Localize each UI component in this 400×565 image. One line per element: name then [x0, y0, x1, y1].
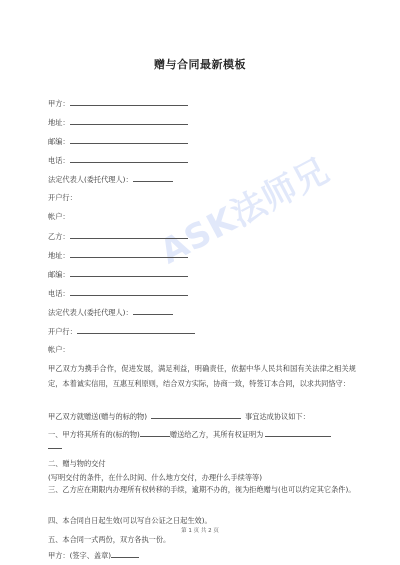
bank-b-blank — [77, 326, 195, 334]
party-a-label: 甲方： — [48, 99, 70, 108]
clause-1-subject-blank — [140, 429, 170, 437]
clause-4-line — [48, 516, 212, 525]
page-footer: 第 1 页 共 2 页 — [181, 528, 219, 534]
address-a-blank — [70, 117, 188, 125]
postcode-a-line — [48, 136, 188, 146]
sign-a-label: 甲方：(签字、盖章) — [48, 551, 112, 560]
postcode-b-label: 邮编： — [48, 270, 70, 279]
account-a-label: 帐户： — [48, 212, 70, 221]
phone-b-blank — [70, 288, 188, 296]
address-b-label: 地址： — [48, 251, 70, 260]
phone-b-label: 电话： — [48, 289, 70, 298]
address-a-label: 地址： — [48, 118, 70, 127]
clause-1-text-b: 赠送给乙方，其所有权证明为 — [169, 430, 264, 439]
clause-1-proof-blank — [265, 429, 331, 437]
clause-2-text: 二、赠与物的交付 — [48, 459, 106, 468]
phone-b-line — [48, 288, 188, 298]
phone-a-line — [48, 155, 188, 165]
address-b-line — [48, 250, 188, 260]
rep-a-blank — [133, 174, 173, 182]
gift-clause-text-a: 甲乙双方就赠送(赠与的标的物) — [48, 412, 148, 421]
sign-a-line — [48, 550, 139, 560]
clause-1-continuation-blank — [48, 441, 62, 449]
clause-1-continuation — [48, 441, 62, 451]
address-a-line — [48, 117, 188, 127]
party-a-blank — [70, 98, 188, 106]
rep-b-line — [48, 307, 173, 317]
account-a-line — [48, 212, 70, 221]
party-b-blank — [70, 231, 188, 239]
clause-2-note-line — [48, 473, 262, 482]
party-b-line — [48, 231, 188, 241]
clause-2-line — [48, 459, 106, 468]
bank-b-line — [48, 326, 195, 336]
address-b-blank — [70, 250, 188, 258]
clause-1-text-a: 一、甲方将其所有的(标的物) — [48, 430, 140, 439]
postcode-a-blank — [70, 136, 188, 144]
clause-2-note: (写明交付的条件，在什么时间、什么地方交付，办理什么手续等等) — [48, 473, 263, 482]
sign-a-blank — [111, 550, 139, 558]
intro-paragraph: 甲乙双方为携手合作，促进发展，满足利益，明确责任，依据中华人民共和国有关法律之相关规定，本着诚实信用，互惠互利原则，结合双方实际，协商一致，特签订本合同，以求共同恪守： — [48, 364, 356, 388]
postcode-a-label: 邮编： — [48, 137, 70, 146]
bank-b-label: 开户行： — [48, 327, 77, 336]
rep-a-label: 法定代表人(委托代理人)： — [48, 175, 133, 184]
bank-a-line — [48, 193, 77, 202]
clause-3-paragraph: 三、乙方应在期限内办理所有权转移的手续，逾期不办的，视为拒绝赠与(也可以约定其它条件)。 — [48, 485, 356, 494]
party-b-label: 乙方： — [48, 232, 70, 241]
gift-subject-blank — [151, 411, 241, 419]
party-a-line — [48, 98, 188, 108]
rep-b-label: 法定代表人(委托代理人)： — [48, 308, 133, 317]
clause-5-text: 五、本合同一式两份，双方各执一份。 — [48, 535, 171, 544]
gift-clause-text-b: 事宜达成协议如下： — [245, 412, 310, 421]
postcode-b-blank — [70, 269, 188, 277]
clause-5-line — [48, 535, 170, 544]
phone-a-blank — [70, 155, 188, 163]
clause-1-line — [48, 429, 331, 439]
gift-clause-line — [48, 411, 310, 421]
postcode-b-line — [48, 269, 188, 279]
account-b-label: 帐户： — [48, 345, 70, 354]
clause-4-text: 四、本合同自日起生效(可以写自公证之日起生效)。 — [48, 516, 212, 525]
document-title: 赠与合同最新模板 — [154, 58, 246, 71]
rep-b-blank — [133, 307, 173, 315]
bank-a-label: 开户行： — [48, 193, 77, 202]
watermark-logo: ASK法师兄 — [153, 150, 337, 273]
account-b-line — [48, 345, 70, 354]
rep-a-line — [48, 174, 173, 184]
phone-a-label: 电话： — [48, 156, 70, 165]
